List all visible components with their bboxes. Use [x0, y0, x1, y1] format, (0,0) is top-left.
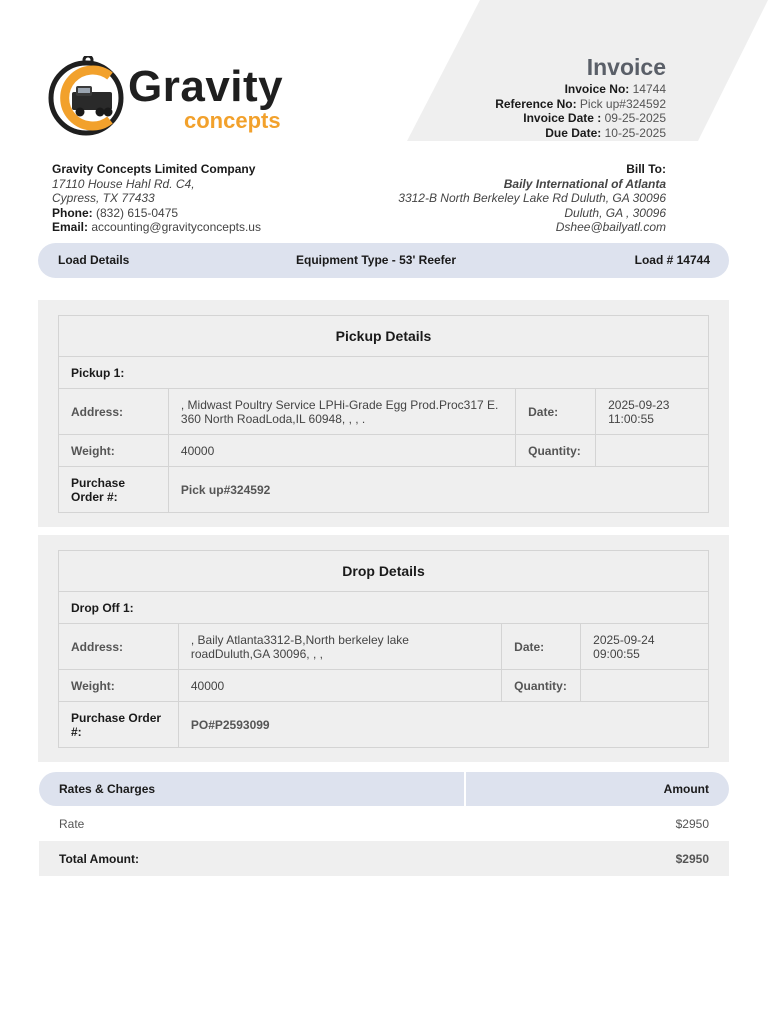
company-info	[52, 162, 261, 235]
drop-date: 2025-09-24 09:00:55	[581, 624, 709, 670]
drop-po: PO#P2593099	[178, 702, 708, 748]
drop-quantity	[581, 670, 709, 702]
rates-header-label: Rates & Charges	[59, 782, 156, 796]
total-label: Total Amount:	[59, 852, 139, 866]
drop-weight-label: Weight:	[59, 670, 179, 702]
invoice-number-label: Invoice No:	[564, 82, 630, 96]
bill-to-email: Dshee@bailyatl.com	[555, 220, 666, 235]
pickup-date: 2025-09-23 11:00:55	[596, 389, 709, 435]
bill-to-address-line1: 3312-B North Berkeley Lake Rd Duluth, GA 30096	[398, 191, 666, 206]
pickup-weight-label: Weight:	[59, 435, 169, 467]
pickup-date-label: Date:	[516, 389, 596, 435]
drop-section	[38, 535, 729, 762]
company-phone: (832) 615-0475	[96, 205, 179, 220]
drop-date-label: Date:	[502, 624, 581, 670]
pickup-address-label: Address:	[59, 389, 169, 435]
load-details-label: Load Details	[58, 253, 130, 267]
rate-amount: $2950	[675, 817, 709, 831]
drop-subtitle: Drop Off 1:	[59, 592, 709, 624]
company-name: Gravity Concepts Limited Company	[52, 162, 256, 176]
drop-quantity-label: Quantity:	[502, 670, 581, 702]
drop-po-label: Purchase Order #:	[59, 702, 179, 748]
reference-number-row	[495, 97, 666, 112]
logo-subtext: concepts	[184, 108, 281, 133]
load-details-bar	[38, 243, 729, 278]
pickup-section	[38, 300, 729, 527]
total-amount: $2950	[675, 852, 709, 866]
due-date: 10-25-2025	[604, 125, 666, 140]
company-address-line2: Cypress, TX 77433	[52, 191, 155, 206]
invoice-number: 14744	[632, 82, 666, 96]
bill-to-address-line2: Duluth, GA , 30096	[564, 205, 666, 220]
company-email-label: Email:	[52, 220, 89, 235]
pickup-po: Pick up#324592	[168, 467, 708, 513]
company-phone-row	[52, 206, 261, 221]
company-address-line1: 17110 House Hahl Rd. C4,	[52, 176, 195, 191]
drop-address: , Baily Atlanta3312-B,North berkeley lake roadDuluth,GA 30096, , ,	[178, 624, 501, 670]
rate-label: Rate	[59, 817, 85, 831]
reference-number-label: Reference No:	[495, 96, 577, 111]
rate-row	[39, 806, 729, 841]
drop-title: Drop Details	[59, 551, 709, 592]
pickup-address: , Midwast Poultry Service LPHi-Grade Egg Prod.Proc317 E. 360 North RoadLoda,IL 60948, , , .	[168, 389, 515, 435]
due-date-row	[495, 126, 666, 141]
pickup-title: Pickup Details	[59, 316, 709, 357]
invoice-date-row	[495, 111, 666, 126]
company-email-row	[52, 220, 261, 235]
invoice-date: 09-25-2025	[604, 111, 666, 126]
amount-header-label: Amount	[663, 782, 709, 796]
due-date-label: Due Date:	[545, 125, 602, 140]
drop-table	[58, 550, 709, 748]
company-phone-label: Phone:	[52, 205, 93, 220]
load-number: Load # 14744	[634, 253, 710, 267]
bill-to	[398, 162, 666, 235]
bill-to-name: Baily International of Atlanta	[503, 176, 666, 191]
invoice-info	[495, 54, 666, 140]
equipment-type: Equipment Type - 53' Reefer	[296, 253, 457, 267]
rates-header	[39, 772, 729, 806]
reference-number: Pick up#324592	[579, 96, 666, 111]
invoice-date-label: Invoice Date :	[523, 111, 602, 126]
pickup-subtitle: Pickup 1:	[59, 357, 709, 389]
invoice-title: Invoice	[586, 54, 666, 80]
rates-header-divider	[464, 772, 466, 806]
logo-wordmark: Gravity	[128, 62, 284, 111]
bill-to-label: Bill To:	[626, 162, 666, 176]
drop-address-label: Address:	[59, 624, 179, 670]
invoice-number-row	[495, 82, 666, 97]
company-email: accounting@gravityconcepts.us	[91, 220, 261, 235]
pickup-table	[58, 315, 709, 513]
total-row	[39, 841, 729, 876]
pickup-quantity	[596, 435, 709, 467]
drop-weight: 40000	[178, 670, 501, 702]
pickup-quantity-label: Quantity:	[516, 435, 596, 467]
pickup-weight: 40000	[168, 435, 515, 467]
pickup-po-label: Purchase Order #:	[59, 467, 169, 513]
